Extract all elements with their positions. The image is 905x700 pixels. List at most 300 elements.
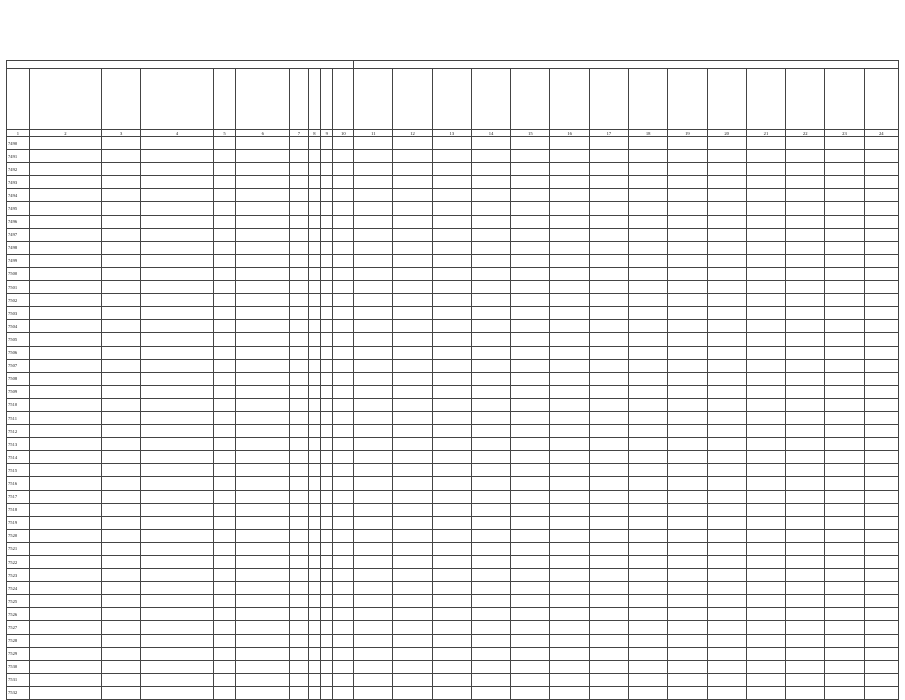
table-cell <box>864 411 898 424</box>
table-cell <box>393 438 432 451</box>
table-cell <box>102 451 141 464</box>
table-cell <box>432 176 471 189</box>
table-cell <box>432 267 471 280</box>
table-cell <box>354 241 393 254</box>
table-cell <box>668 241 707 254</box>
column-number-11: 11 <box>354 130 393 137</box>
table-cell <box>213 241 236 254</box>
table-cell <box>746 490 785 503</box>
table-cell <box>746 320 785 333</box>
table-cell <box>864 503 898 516</box>
table-cell <box>102 660 141 673</box>
table-cell <box>236 503 290 516</box>
table-cell <box>629 477 668 490</box>
table-cell <box>629 176 668 189</box>
table-cell <box>236 307 290 320</box>
table-cell <box>629 608 668 621</box>
column-number-10: 10 <box>333 130 354 137</box>
table-cell <box>393 215 432 228</box>
column-number-9: 9 <box>321 130 333 137</box>
table-cell <box>102 254 141 267</box>
table-cell <box>308 294 320 307</box>
column-number-13: 13 <box>432 130 471 137</box>
table-cell <box>471 503 510 516</box>
table-cell <box>629 150 668 163</box>
table-cell <box>213 137 236 150</box>
table-cell <box>213 150 236 163</box>
row-number: 7516 <box>7 477 30 490</box>
table-cell <box>550 686 589 699</box>
table-cell <box>236 137 290 150</box>
table-cell <box>29 411 101 424</box>
table-cell <box>550 425 589 438</box>
table-cell <box>333 595 354 608</box>
table-row <box>7 267 899 280</box>
table-cell <box>668 542 707 555</box>
table-cell <box>668 634 707 647</box>
table-cell <box>236 542 290 555</box>
table-cell <box>432 569 471 582</box>
column-number-23: 23 <box>825 130 864 137</box>
table-cell <box>102 398 141 411</box>
table-cell <box>29 647 101 660</box>
table-cell <box>321 267 333 280</box>
table-row <box>7 228 899 241</box>
row-number: 7503 <box>7 307 30 320</box>
table-cell <box>511 634 550 647</box>
row-number: 7531 <box>7 673 30 686</box>
table-cell <box>236 228 290 241</box>
table-cell <box>432 163 471 176</box>
table-cell <box>333 411 354 424</box>
table-cell <box>333 438 354 451</box>
table-cell <box>746 189 785 202</box>
table-cell <box>141 529 213 542</box>
table-cell <box>213 346 236 359</box>
table-cell <box>589 621 628 634</box>
table-cell <box>786 241 825 254</box>
table-cell <box>290 542 309 555</box>
table-cell <box>432 215 471 228</box>
table-cell <box>308 686 320 699</box>
table-cell <box>102 569 141 582</box>
table-cell <box>629 503 668 516</box>
table-cell <box>236 333 290 346</box>
table-cell <box>141 595 213 608</box>
table-cell <box>308 372 320 385</box>
column-header-21 <box>746 69 785 130</box>
column-number-1: 1 <box>7 130 30 137</box>
table-row <box>7 385 899 398</box>
table-cell <box>471 569 510 582</box>
table-cell <box>393 634 432 647</box>
table-cell <box>471 673 510 686</box>
table-cell <box>354 660 393 673</box>
table-cell <box>102 333 141 346</box>
table-cell <box>333 254 354 267</box>
table-cell <box>102 477 141 490</box>
table-cell <box>333 398 354 411</box>
table-cell <box>864 333 898 346</box>
table-cell <box>333 569 354 582</box>
table-row <box>7 425 899 438</box>
table-cell <box>321 477 333 490</box>
table-cell <box>354 333 393 346</box>
table-cell <box>668 385 707 398</box>
table-cell <box>321 202 333 215</box>
table-cell <box>333 189 354 202</box>
table-cell <box>668 137 707 150</box>
table-cell <box>354 516 393 529</box>
table-cell <box>471 425 510 438</box>
table-cell <box>354 267 393 280</box>
table-cell <box>141 503 213 516</box>
table-cell <box>29 228 101 241</box>
column-header-19 <box>668 69 707 130</box>
table-cell <box>236 686 290 699</box>
table-cell <box>589 254 628 267</box>
table-cell <box>668 686 707 699</box>
column-header-4 <box>141 69 213 130</box>
table-cell <box>236 516 290 529</box>
table-cell <box>213 647 236 660</box>
table-cell <box>511 281 550 294</box>
table-cell <box>354 542 393 555</box>
table-cell <box>825 241 864 254</box>
table-cell <box>589 294 628 307</box>
table-cell <box>29 176 101 189</box>
table-cell <box>333 477 354 490</box>
table-cell <box>550 582 589 595</box>
row-number: 7502 <box>7 294 30 307</box>
table-cell <box>707 595 746 608</box>
table-cell <box>471 359 510 372</box>
table-cell <box>141 215 213 228</box>
table-cell <box>141 673 213 686</box>
table-cell <box>102 163 141 176</box>
table-cell <box>333 307 354 320</box>
table-cell <box>102 582 141 595</box>
column-number-20: 20 <box>707 130 746 137</box>
table-cell <box>589 542 628 555</box>
table-cell <box>236 281 290 294</box>
table-cell <box>102 490 141 503</box>
table-cell <box>471 281 510 294</box>
table-cell <box>786 281 825 294</box>
table-cell <box>825 621 864 634</box>
table-cell <box>213 189 236 202</box>
table-cell <box>629 634 668 647</box>
table-cell <box>102 189 141 202</box>
table-row <box>7 529 899 542</box>
table-cell <box>333 215 354 228</box>
table-cell <box>629 647 668 660</box>
table-cell <box>141 385 213 398</box>
table-cell <box>141 137 213 150</box>
table-cell <box>29 621 101 634</box>
table-row <box>7 542 899 555</box>
table-cell <box>308 307 320 320</box>
table-cell <box>471 333 510 346</box>
table-cell <box>550 307 589 320</box>
table-cell <box>511 150 550 163</box>
table-cell <box>308 647 320 660</box>
table-cell <box>825 647 864 660</box>
table-cell <box>589 281 628 294</box>
table-cell <box>308 228 320 241</box>
table-cell <box>102 438 141 451</box>
table-cell <box>354 673 393 686</box>
table-cell <box>393 621 432 634</box>
table-cell <box>786 385 825 398</box>
table-cell <box>141 490 213 503</box>
table-cell <box>321 411 333 424</box>
table-cell <box>511 333 550 346</box>
table-cell <box>102 647 141 660</box>
table-cell <box>432 621 471 634</box>
table-row <box>7 254 899 267</box>
table-cell <box>393 425 432 438</box>
table-cell <box>432 333 471 346</box>
table-cell <box>589 660 628 673</box>
table-cell <box>321 294 333 307</box>
table-cell <box>354 189 393 202</box>
table-cell <box>236 608 290 621</box>
column-header-14 <box>471 69 510 130</box>
table-cell <box>668 307 707 320</box>
table-cell <box>589 150 628 163</box>
table-cell <box>432 608 471 621</box>
column-number-8: 8 <box>308 130 320 137</box>
table-cell <box>629 569 668 582</box>
table-cell <box>511 254 550 267</box>
table-cell <box>102 542 141 555</box>
table-cell <box>746 137 785 150</box>
table-cell <box>354 294 393 307</box>
table-cell <box>290 228 309 241</box>
table-row <box>7 137 899 150</box>
table-cell <box>213 582 236 595</box>
table-cell <box>432 202 471 215</box>
table-cell <box>589 608 628 621</box>
table-cell <box>668 176 707 189</box>
table-cell <box>321 281 333 294</box>
table-row <box>7 333 899 346</box>
table-cell <box>321 359 333 372</box>
row-number: 7498 <box>7 241 30 254</box>
column-number-row <box>7 130 899 137</box>
table-cell <box>629 464 668 477</box>
row-number: 7526 <box>7 608 30 621</box>
table-cell <box>471 516 510 529</box>
table-cell <box>236 241 290 254</box>
table-cell <box>290 634 309 647</box>
table-cell <box>825 294 864 307</box>
table-cell <box>825 398 864 411</box>
table-cell <box>825 425 864 438</box>
table-cell <box>333 464 354 477</box>
table-cell <box>321 464 333 477</box>
table-cell <box>707 490 746 503</box>
table-row <box>7 516 899 529</box>
table-row <box>7 464 899 477</box>
table-cell <box>668 595 707 608</box>
table-cell <box>29 608 101 621</box>
table-cell <box>29 529 101 542</box>
table-cell <box>746 634 785 647</box>
table-cell <box>290 150 309 163</box>
column-header-8 <box>308 69 320 130</box>
table-cell <box>432 385 471 398</box>
table-cell <box>321 529 333 542</box>
table-cell <box>213 673 236 686</box>
table-cell <box>511 215 550 228</box>
column-header-20 <box>707 69 746 130</box>
table-cell <box>141 320 213 333</box>
table-cell <box>825 569 864 582</box>
table-cell <box>786 398 825 411</box>
table-cell <box>786 516 825 529</box>
table-cell <box>629 254 668 267</box>
table-cell <box>333 686 354 699</box>
table-cell <box>102 425 141 438</box>
table-cell <box>629 582 668 595</box>
table-cell <box>213 320 236 333</box>
table-cell <box>786 189 825 202</box>
table-cell <box>321 163 333 176</box>
table-cell <box>321 673 333 686</box>
table-cell <box>333 542 354 555</box>
table-cell <box>333 359 354 372</box>
table-cell <box>668 529 707 542</box>
table-cell <box>393 333 432 346</box>
table-cell <box>333 346 354 359</box>
table-cell <box>213 438 236 451</box>
table-cell <box>471 267 510 280</box>
table-cell <box>668 647 707 660</box>
table-cell <box>236 189 290 202</box>
registry-table <box>6 60 899 700</box>
table-cell <box>707 673 746 686</box>
table-cell <box>550 411 589 424</box>
table-cell <box>471 647 510 660</box>
table-cell <box>629 451 668 464</box>
row-number: 7500 <box>7 267 30 280</box>
table-cell <box>393 464 432 477</box>
table-cell <box>290 490 309 503</box>
table-cell <box>333 228 354 241</box>
table-cell <box>786 254 825 267</box>
table-cell <box>589 215 628 228</box>
table-cell <box>290 267 309 280</box>
table-cell <box>236 294 290 307</box>
table-cell <box>290 556 309 569</box>
table-cell <box>511 686 550 699</box>
table-cell <box>707 150 746 163</box>
table-cell <box>864 464 898 477</box>
table-cell <box>629 215 668 228</box>
table-cell <box>308 516 320 529</box>
row-number: 7515 <box>7 464 30 477</box>
table-cell <box>393 556 432 569</box>
table-cell <box>629 163 668 176</box>
table-cell <box>354 202 393 215</box>
table-cell <box>629 621 668 634</box>
table-cell <box>354 320 393 333</box>
table-cell <box>333 372 354 385</box>
table-cell <box>393 673 432 686</box>
table-cell <box>432 241 471 254</box>
table-cell <box>393 137 432 150</box>
column-number-7: 7 <box>290 130 309 137</box>
table-cell <box>354 634 393 647</box>
table-cell <box>141 241 213 254</box>
table-cell <box>707 647 746 660</box>
table-cell <box>668 451 707 464</box>
table-cell <box>825 556 864 569</box>
table-cell <box>589 202 628 215</box>
table-cell <box>864 294 898 307</box>
table-cell <box>707 464 746 477</box>
table-cell <box>102 215 141 228</box>
table-cell <box>589 634 628 647</box>
table-cell <box>471 490 510 503</box>
table-cell <box>825 516 864 529</box>
table-cell <box>236 346 290 359</box>
table-cell <box>102 556 141 569</box>
table-cell <box>290 281 309 294</box>
table-cell <box>589 228 628 241</box>
table-cell <box>589 333 628 346</box>
table-cell <box>746 254 785 267</box>
table-cell <box>393 202 432 215</box>
table-cell <box>746 438 785 451</box>
table-row <box>7 372 899 385</box>
column-header-22 <box>786 69 825 130</box>
table-cell <box>864 281 898 294</box>
table-cell <box>511 621 550 634</box>
table-cell <box>308 490 320 503</box>
table-cell <box>333 425 354 438</box>
table-cell <box>629 372 668 385</box>
table-cell <box>707 451 746 464</box>
table-cell <box>393 359 432 372</box>
table-cell <box>308 176 320 189</box>
table-row <box>7 490 899 503</box>
table-cell <box>550 137 589 150</box>
table-cell <box>29 137 101 150</box>
column-number-19: 19 <box>668 130 707 137</box>
table-cell <box>432 372 471 385</box>
table-cell <box>511 228 550 241</box>
table-cell <box>471 608 510 621</box>
table-cell <box>432 254 471 267</box>
table-cell <box>236 634 290 647</box>
table-cell <box>213 621 236 634</box>
table-row <box>7 451 899 464</box>
table-cell <box>786 202 825 215</box>
table-cell <box>308 451 320 464</box>
table-cell <box>432 686 471 699</box>
row-number: 7519 <box>7 516 30 529</box>
table-cell <box>629 202 668 215</box>
table-cell <box>308 333 320 346</box>
table-cell <box>825 176 864 189</box>
table-cell <box>321 556 333 569</box>
table-cell <box>864 582 898 595</box>
table-cell <box>471 346 510 359</box>
table-cell <box>746 477 785 490</box>
